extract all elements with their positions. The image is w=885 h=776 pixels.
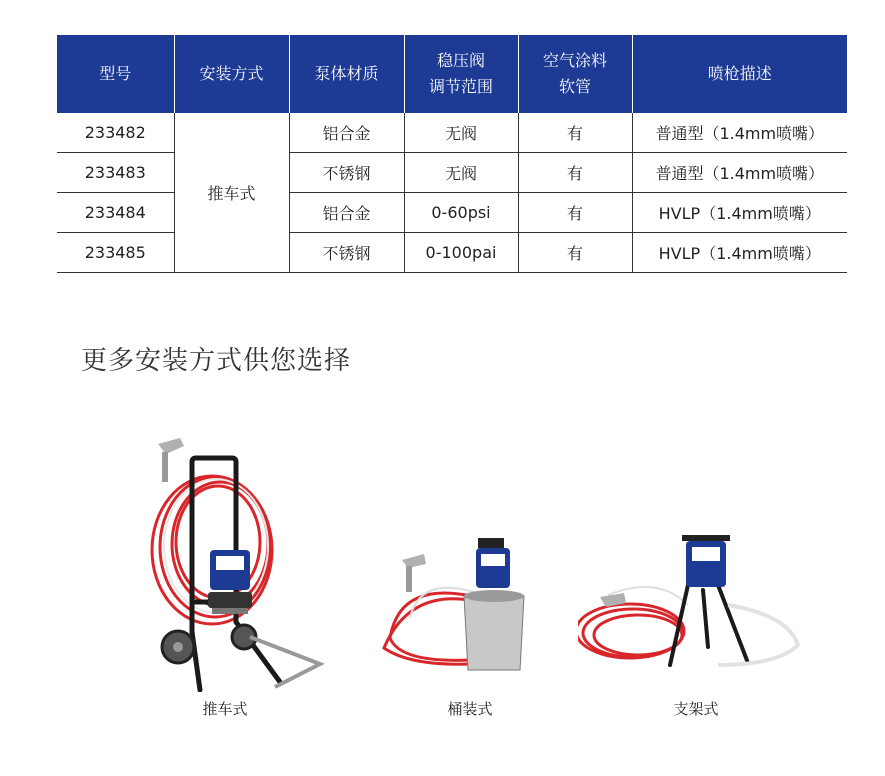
pail-sprayer-image [380, 538, 530, 673]
cell-hose: 有 [518, 193, 632, 233]
cell-gun: HVLP（1.4mm喷嘴） [632, 233, 847, 273]
cell-regulator: 0-100pai [404, 233, 518, 273]
cell-regulator: 无阀 [404, 153, 518, 193]
header-hose: 空气涂料 软管 [518, 35, 632, 113]
cell-mount: 推车式 [174, 113, 289, 273]
cell-model: 233483 [57, 153, 174, 193]
cell-material: 铝合金 [289, 113, 404, 153]
header-gun: 喷枪描述 [632, 35, 847, 113]
product-label: 桶装式 [447, 700, 493, 718]
header-model: 型号 [57, 35, 174, 113]
cell-material: 不锈钢 [289, 233, 404, 273]
product-label: 支架式 [673, 700, 719, 718]
cell-hose: 有 [518, 153, 632, 193]
spec-table [57, 35, 847, 273]
cart-sprayer-image [140, 432, 340, 692]
cell-hose: 有 [518, 113, 632, 153]
cell-material: 铝合金 [289, 193, 404, 233]
header-regulator: 稳压阀 调节范围 [404, 35, 518, 113]
cell-regulator: 0-60psi [404, 193, 518, 233]
cell-gun: 普通型（1.4mm喷嘴） [632, 153, 847, 193]
table-header-row [57, 35, 847, 113]
cell-gun: HVLP（1.4mm喷嘴） [632, 193, 847, 233]
product-label: 推车式 [202, 700, 248, 718]
stand-sprayer-image [578, 535, 818, 680]
cell-gun: 普通型（1.4mm喷嘴） [632, 113, 847, 153]
header-material: 泵体材质 [289, 35, 404, 113]
cell-model: 233485 [57, 233, 174, 273]
section-title: 更多安装方式供您选择 [81, 346, 352, 376]
cell-hose: 有 [518, 233, 632, 273]
cell-regulator: 无阀 [404, 113, 518, 153]
cell-model: 233482 [57, 113, 174, 153]
cell-model: 233484 [57, 193, 174, 233]
cell-material: 不锈钢 [289, 153, 404, 193]
header-mount: 安装方式 [174, 35, 289, 113]
table-row [57, 113, 847, 153]
